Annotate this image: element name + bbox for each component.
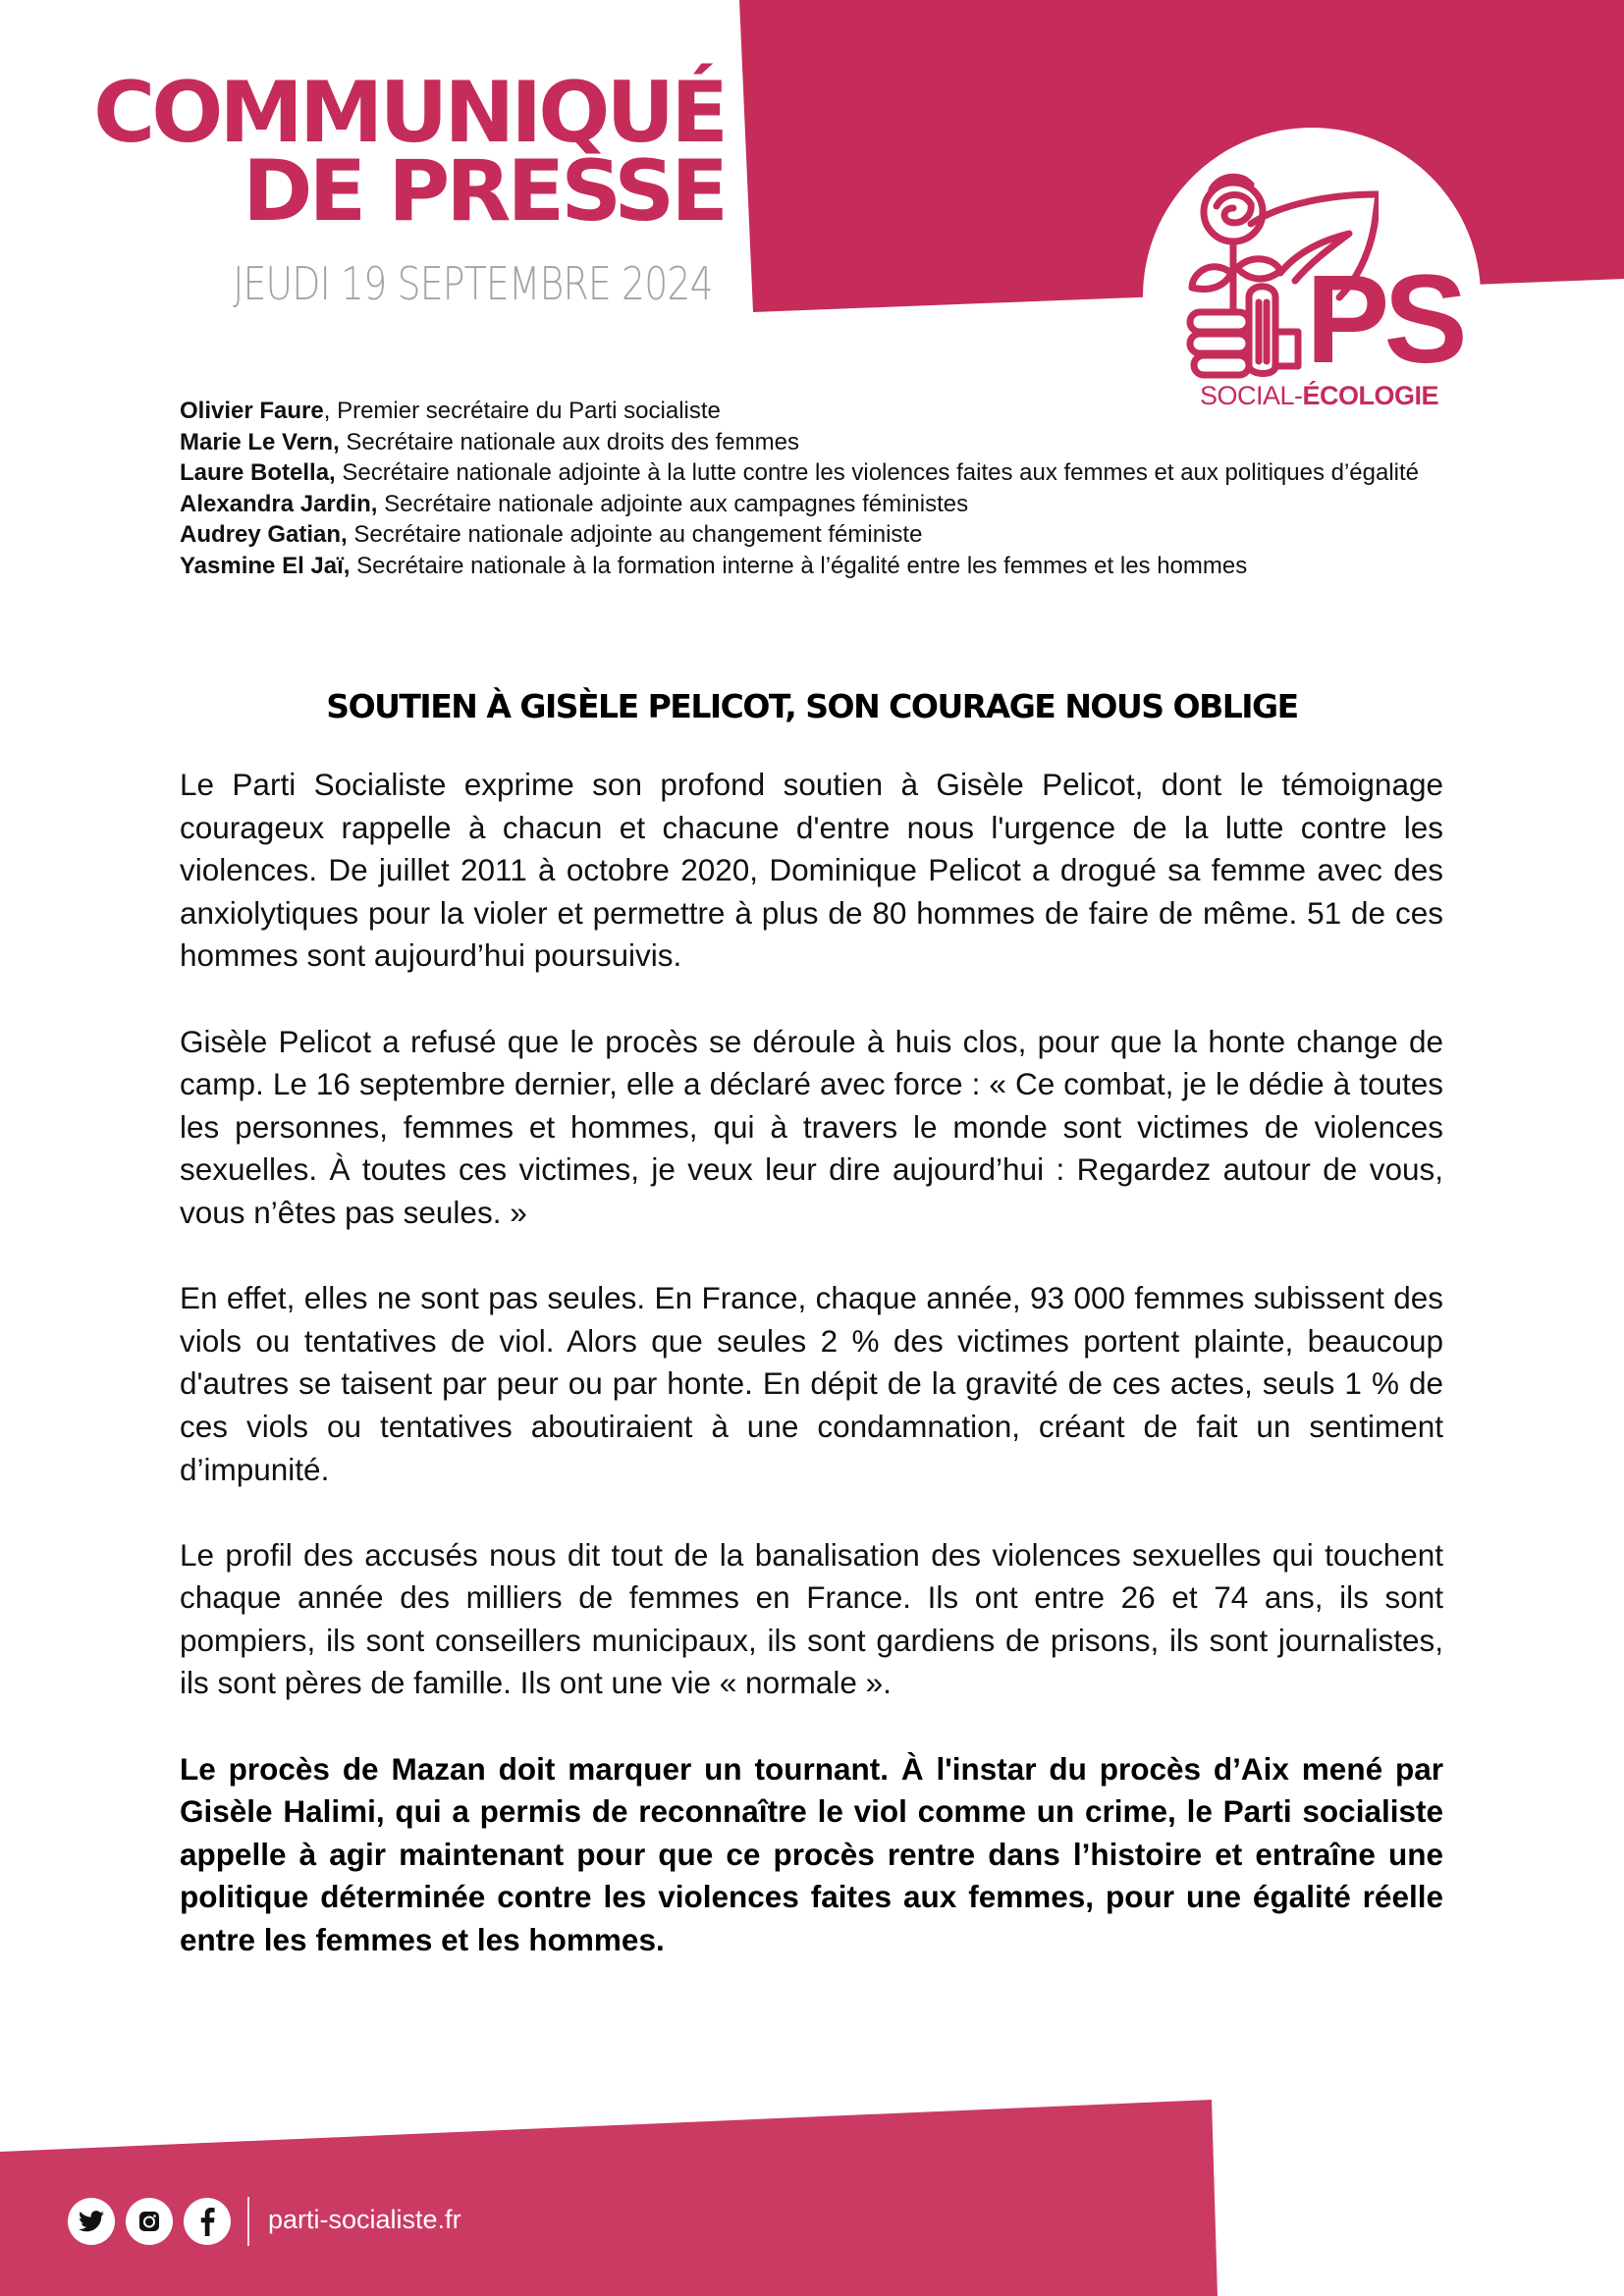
- social-links: [68, 2198, 231, 2245]
- instagram-button[interactable]: [126, 2198, 173, 2245]
- signatory-role: Secrétaire nationale adjointe au changement féministe: [353, 521, 923, 548]
- release-date: JEUDI 19 SEPTEMBRE 2024: [233, 257, 713, 310]
- signatory: [180, 551, 1427, 582]
- signatory-name: Yasmine El Jaï,: [180, 552, 351, 579]
- article-body: [180, 764, 1443, 2004]
- signatory: [180, 489, 1427, 520]
- page-title-line1: COMMUNIQUÉ: [93, 64, 725, 162]
- signatory: [180, 457, 1427, 489]
- signatories-list: [180, 396, 1427, 581]
- signatory: [180, 427, 1427, 458]
- signatory: Olivier Faure, Premier secrétaire du Parti socialiste: [180, 398, 721, 424]
- body-paragraph: Le Parti Socialiste exprime son profond soutien à Gisèle Pelicot, dont le témoignage courageux rappelle à chacun et chacune d'entre nous l'urgence de la lutte contre les violences. De juillet 2011 à octobre 2020, Dominique Pelicot a drogué sa femme avec des anxiolytiques pour la violer et permettre à plus de 80 hommes de faire de même. 51 de ces hommes sont aujourd’hui poursuivis.: [180, 767, 1443, 974]
- twitter-button[interactable]: [68, 2198, 115, 2245]
- facebook-button[interactable]: [184, 2198, 231, 2245]
- logo-tagline-bold: ÉCOLOGIE: [1302, 381, 1439, 410]
- footer-divider: [247, 2197, 249, 2246]
- website-link[interactable]: parti-socialiste.fr: [268, 2205, 461, 2234]
- body-paragraph: En effet, elles ne sont pas seules. En France, chaque année, 93 000 femmes subissent des viols ou tentatives de viol. Alors que seules 2 % des victimes portent plainte, beaucoup d'autres se taisent par peur ou par honte. En dépit de la gravité de ces actes, seuls 1 % de ces viols ou tentatives aboutiraient à une condamnation, créant de fait un sentiment d’impunité.: [180, 1280, 1443, 1487]
- body-paragraph: Le profil des accusés nous dit tout de la banalisation des violences sexuelles qui touchent chaque année des milliers de femmes en France. Ils ont entre 26 et 74 ans, ils sont pompiers, ils sont conseillers municipaux, ils sont gardiens de prisons, ils sont journalistes, ils sont pères de famille. Ils ont une vie « normale ».: [180, 1536, 1443, 1701]
- instagram-icon: [138, 2211, 160, 2232]
- signatory-role: Secrétaire nationale à la formation interne à l’égalité entre les femmes et les hommes: [356, 552, 1248, 579]
- facebook-icon: [199, 2207, 215, 2236]
- signatory-role: Premier secrétaire du Parti socialiste: [337, 398, 721, 424]
- page-title-line2: DE PRESSE: [243, 142, 725, 240]
- logo-tagline-regular: SOCIAL-: [1200, 381, 1303, 410]
- signatory: [180, 519, 1427, 551]
- signatory-name: Alexandra Jardin,: [180, 490, 378, 517]
- signatory-role: Secrétaire nationale adjointe à la lutte contre les violences faites aux femmes et aux politiques d’égalité: [342, 459, 1420, 486]
- conclusion-paragraph: Le procès de Mazan doit marquer un tournant. À l'instar du procès d’Aix mené par Gisèle Halimi, qui a permis de reconnaître le viol comme un crime, le Parti socialiste appelle à agir maintenant pour que ce procès rentre dans l’histoire et entraîne une politique déterminée contre les violences faites aux femmes, pour une égalité réelle entre les femmes et les hommes.: [180, 1750, 1443, 1958]
- body-paragraph: Gisèle Pelicot a refusé que le procès se déroule à huis clos, pour que la honte change de camp. Le 16 septembre dernier, elle a déclaré avec force : « Ce combat, je le dédie à toutes les personnes, femmes et hommes, qui à travers le monde sont victimes de violences sexuelles. À toutes ces victimes, je veux leur dire aujourd’hui : Regardez autour de vous, vous n’êtes pas seules. »: [180, 1023, 1443, 1230]
- twitter-icon: [79, 2211, 104, 2232]
- signatory-name: Laure Botella,: [180, 459, 336, 486]
- signatory-role: Secrétaire nationale adjointe aux campagnes féministes: [384, 490, 969, 517]
- signatory-name: Olivier Faure: [180, 398, 324, 424]
- signatory-name: Audrey Gatian,: [180, 521, 348, 548]
- article-headline: SOUTIEN À GISÈLE PELICOT, SON COURAGE NOUS OBLIGE: [326, 687, 1298, 725]
- signatory-role: Secrétaire nationale aux droits des femmes: [346, 428, 799, 455]
- signatory-name: Marie Le Vern,: [180, 428, 340, 455]
- footer-band: [0, 2081, 1624, 2296]
- logo-ps-letters: PS: [1306, 249, 1462, 390]
